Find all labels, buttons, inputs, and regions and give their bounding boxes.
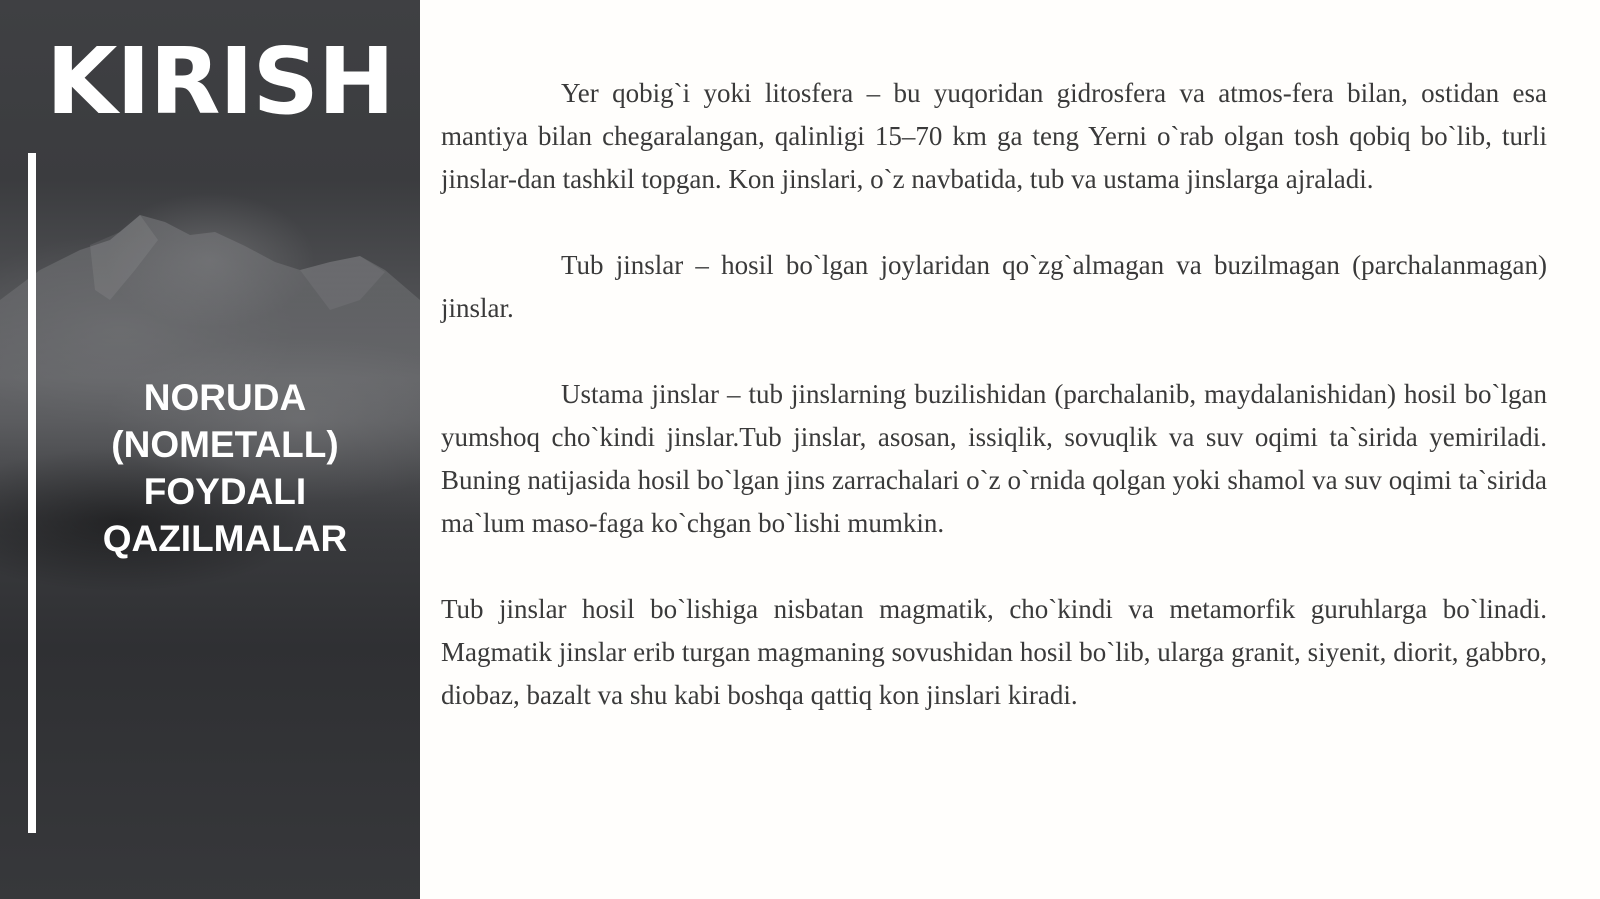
subtitle-line: QAZILMALAR (102, 518, 348, 559)
section-title: KIRISH (46, 28, 394, 135)
paragraph-tub-jinslar: Tub jinslar – hosil bo`lgan joylaridan qo`zg`almagan va buzilmagan (parchalanmagan) jinslar. (441, 250, 1547, 323)
slide-subtitle (50, 374, 400, 562)
left-panel (0, 0, 420, 899)
paragraph-litosfera: Yer qobig`i yoki litosfera – bu yuqoridan gidrosfera va atmos-fera bilan, ostidan esa mantiya bilan chegaralangan, qalinligi 15–70 km ga teng Yerni o`rab olgan tosh qobiq bo`lib, turli jinslar-dan tashkil topgan. Kon jinslari, o`z navbatida, tub va ustama jinslarga ajraladi. (441, 78, 1547, 194)
left-accent-bar (28, 153, 36, 833)
subtitle-line: (NOMETALL) (111, 424, 339, 465)
subtitle-line: NORUDA (143, 377, 307, 418)
body-text (441, 72, 1547, 760)
subtitle-line: FOYDALI (143, 471, 307, 512)
paragraph-ustama-jinslar: Ustama jinslar – tub jinslarning buzilishidan (parchalanib, maydalanishidan) hosil bo`lgan yumshoq cho`kindi jinslar.Tub jinslar, asosan, issiqlik, sovuqlik va suv oqimi ta`sirida yemiriladi. Buning natijasida hosil bo`lgan jins zarrachalari o`z o`rnida qolgan yoki shamol va suv oqimi ta`sirida ma`lum maso-faga ko`chgan bo`lishi mumkin. (441, 379, 1547, 538)
paragraph-magmatik: Tub jinslar hosil bo`lishiga nisbatan magmatik, cho`kindi va metamorfik guruhlarga bo`linadi. Magmatik jinslar erib turgan magmaning sovushidan hosil bo`lib, ularga granit, siyenit, diorit, gabbro, diobaz, bazalt va shu kabi boshqa qattiq kon jinslari kiradi. (441, 594, 1547, 710)
